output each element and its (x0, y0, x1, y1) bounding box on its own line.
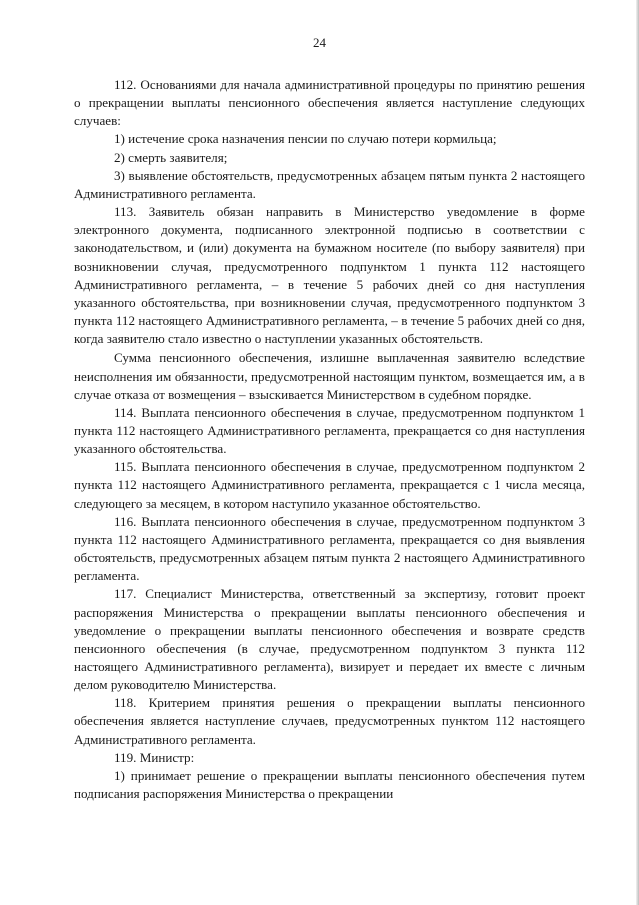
paragraph-114: 114. Выплата пенсионного обеспечения в случае, предусмотренном подпунктом 1 пункта 112 настоящего Административного регламента, прекращается со дня наступления указанного обстоятельства. (74, 404, 585, 457)
paragraph-119-item-1: 1) принимает решение о прекращении выплаты пенсионного обеспечения путем подписания распоряжения Министерства о прекращении (74, 767, 585, 802)
paragraph-115: 115. Выплата пенсионного обеспечения в случае, предусмотренном подпунктом 2 пункта 112 настоящего Административного регламента, прекращается с 1 числа месяца, следующего за месяцем, в котором наступило указанное обстоятельство. (74, 459, 585, 511)
paragraph-119: 119. Министр: (114, 749, 195, 765)
paragraph-117: 117. Специалист Министерства, ответственный за экспертизу, готовит проект распоряжения Министерства о прекращении выплаты пенсионного обеспечения и уведомление о прекращении выплаты пенсионного обеспечения и возврате средств пенсионного обеспечения (в случае, предусмотренном подпунктом 3 пункта 112 настоящего Административного регламента), визирует и передает их вместе с личным делом руководителю Министерства. (74, 586, 585, 693)
page-number: 24 (313, 35, 326, 50)
document-body (74, 76, 585, 803)
paragraph-112-item-2: 2) смерть заявителя; (114, 149, 228, 165)
paragraph-112-item-3: 3) выявление обстоятельств, предусмотренных абзацем пятым пункта 2 настоящего Административного регламента. (74, 167, 585, 201)
paragraph-113-sum: Сумма пенсионного обеспечения, излишне выплаченная заявителю вследствие неисполнения им обязанности, предусмотренной настоящим пунктом, возмещается им, а в случае отказа от возмещения – взыскивается Министерством в судебном порядке. (74, 350, 585, 402)
paragraph-113: 113. Заявитель обязан направить в Министерство уведомление в форме электронного документа, подписанного электронной подписью в соответствии с законодательством, и (или) документа на бумажном носителе (по выбору заявителя) при возникновении случая, предусмотренного подпунктом 1 пункта 112 настоящего Административного регламента, – в течение 5 рабочих дней со дня наступления указанного обстоятельства, при возникновении случая, предусмотренного подпунктом 3 пункта 112 настоящего Административного регламента, – в течение 5 рабочих дней со дня, когда заявителю стало известно о наступлении указанных обстоятельств. (74, 204, 585, 347)
paragraph-112-item-1: 1) истечение срока назначения пенсии по случаю потери кормильца; (114, 131, 497, 147)
paragraph-116: 116. Выплата пенсионного обеспечения в случае, предусмотренном подпунктом 3 пункта 112 настоящего Административного регламента, прекращается со дня выявления обстоятельств, предусмотренных абзацем пятым пункта 2 настоящего Административного регламента. (74, 513, 585, 584)
paragraph-118: 118. Критерием принятия решения о прекращении выплаты пенсионного обеспечения является наступление случаев, предусмотренных пунктом 112 настоящего Административного регламента. (74, 695, 585, 747)
paragraph-112: 112. Основаниями для начала административной процедуры по принятию решения о прекращении выплаты пенсионного обеспечения является наступление следующих случаев: (74, 77, 585, 129)
